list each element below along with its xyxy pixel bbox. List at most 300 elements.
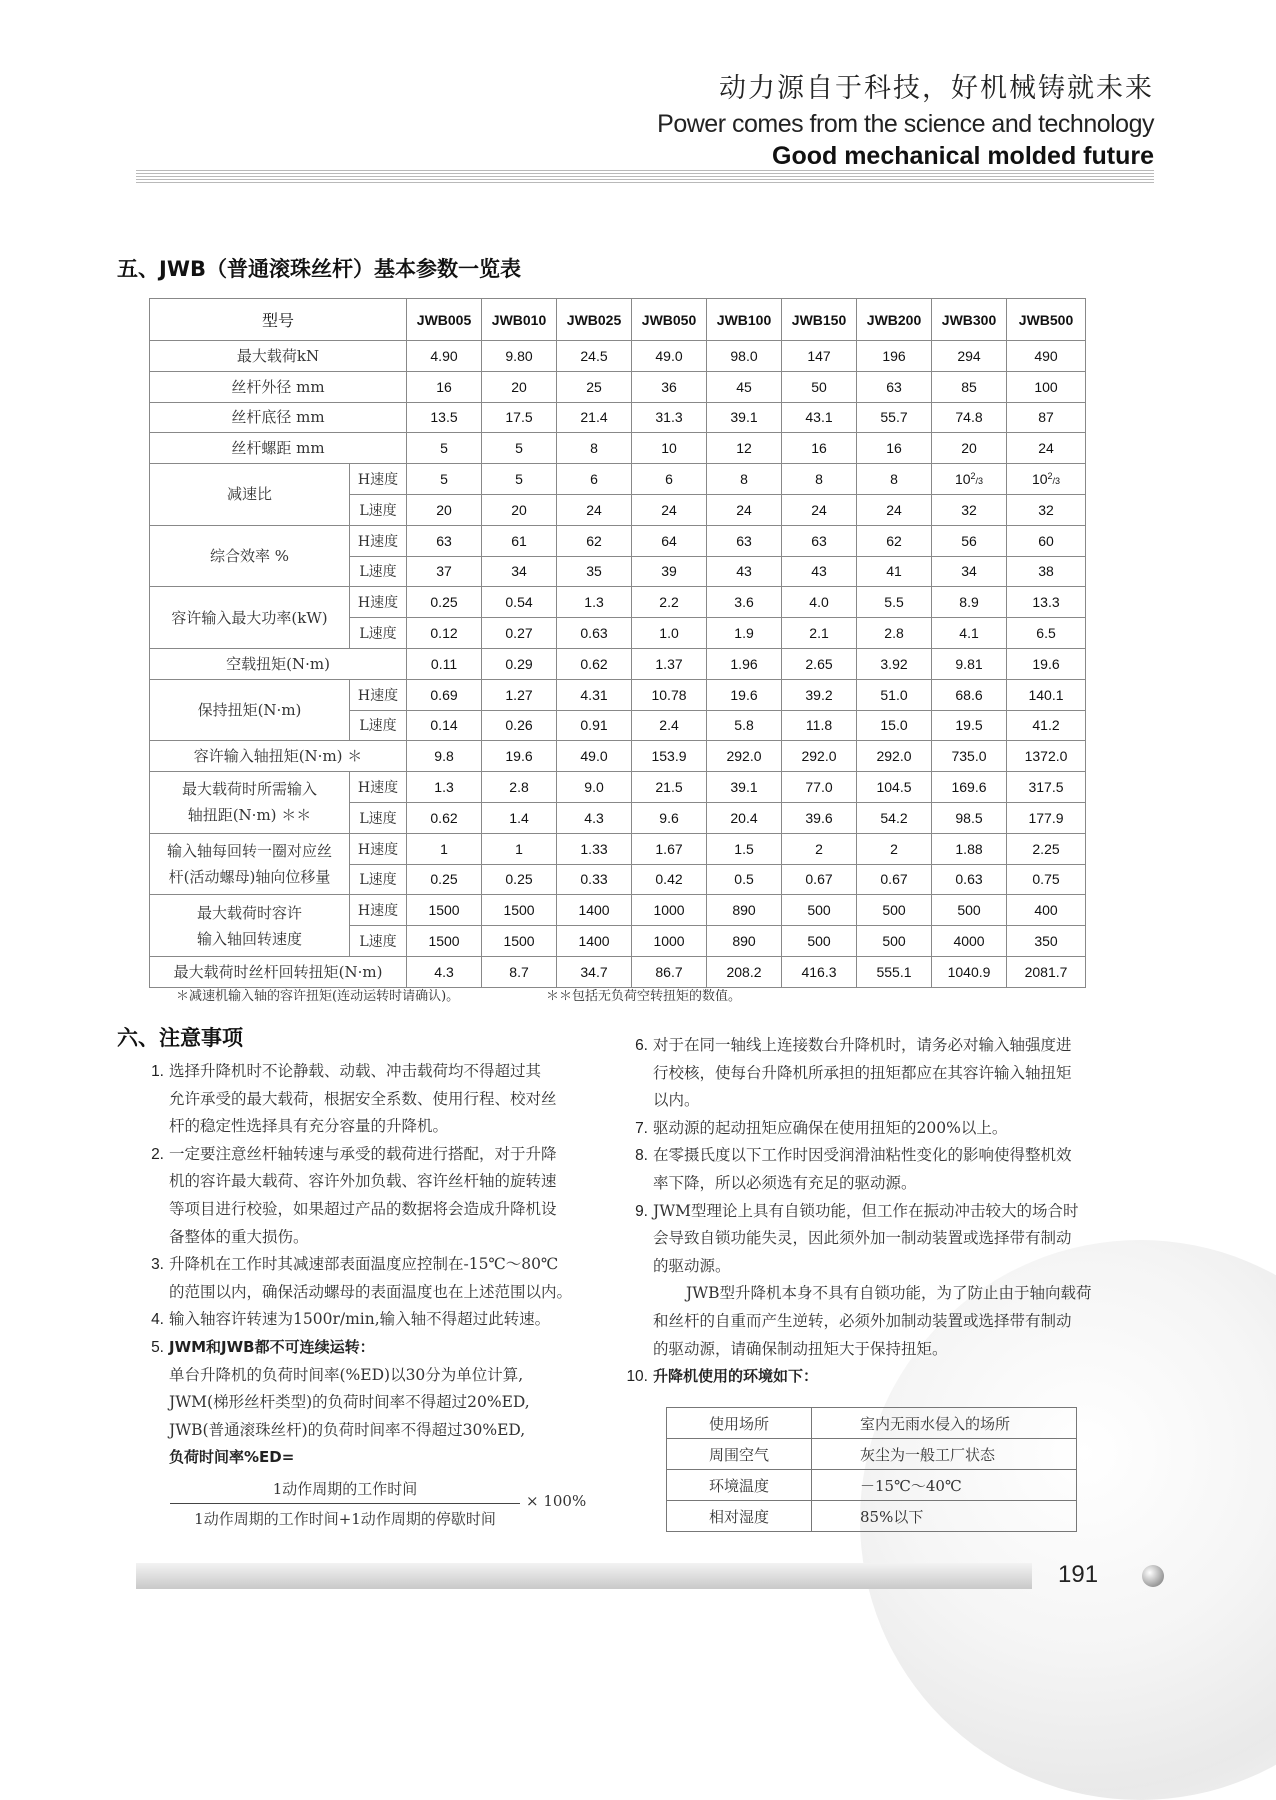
value-cell (707, 895, 782, 926)
table-row (667, 1408, 1077, 1439)
value-cell (782, 464, 857, 495)
value-cell (782, 402, 857, 433)
value-cell (932, 433, 1007, 464)
env-value: 室内无雨水侵入的场所 (812, 1408, 1077, 1439)
value-cell (407, 494, 482, 525)
value-cell (557, 833, 632, 864)
value-cell (407, 618, 482, 649)
value-cell (1007, 833, 1086, 864)
value-text: 20 (436, 501, 452, 518)
value-cell (632, 371, 707, 402)
text-line: 备整体的重大损伤。 (169, 1227, 309, 1246)
row-label (150, 772, 350, 834)
value-cell (632, 648, 707, 679)
spec-table (149, 298, 1086, 988)
item-title: 升降机使用的环境如下： (653, 1367, 819, 1386)
item-number: 3. (151, 1256, 164, 1274)
value-cell (632, 618, 707, 649)
value-cell (707, 433, 782, 464)
value-cell (707, 525, 782, 556)
value-cell (632, 864, 707, 895)
text-line: 行校核，使每台升降机所承担的扭矩都应在其容许输入轴扭矩 (653, 1063, 1072, 1082)
value-cell (1007, 772, 1086, 803)
value-cell (557, 464, 632, 495)
table-row (150, 464, 1086, 495)
value-text: 43.1 (805, 409, 833, 426)
table-row (667, 1501, 1077, 1532)
page-number: 191 (1058, 1561, 1099, 1588)
value-cell (857, 402, 932, 433)
value-cell (857, 679, 932, 710)
value-text: 62 (886, 532, 902, 549)
item-number: 4. (151, 1311, 164, 1329)
value-cell (482, 772, 557, 803)
value-text: 19.6 (505, 748, 533, 765)
value-cell (782, 556, 857, 587)
value-cell (782, 741, 857, 772)
value-text: 63 (886, 378, 902, 395)
speed-h-label: H速度 (350, 895, 407, 926)
value-cell (707, 648, 782, 679)
value-text: 77.0 (805, 779, 833, 796)
value-text: 5 (515, 440, 523, 457)
value-cell (482, 402, 557, 433)
value-text: 0.27 (505, 625, 533, 642)
value-text: 0.12 (430, 625, 458, 642)
value-cell (632, 464, 707, 495)
label-line: 输入轴每回转一圈对应丝 (166, 842, 332, 861)
value-cell (707, 926, 782, 957)
spec-table-body (150, 341, 1086, 988)
value-text: 5 (515, 471, 523, 488)
speed-l-label: L速度 (350, 864, 407, 895)
value-cell (932, 494, 1007, 525)
text-line: 和丝杆的自重而产生逆转，必须外加制动装置或选择带有制动 (653, 1311, 1072, 1330)
value-text: 17.5 (505, 409, 533, 426)
value-text: 9.0 (584, 779, 604, 796)
value-text: 11.8 (805, 717, 833, 734)
value-text: 8 (590, 440, 598, 457)
value-text: 55.7 (880, 409, 908, 426)
value-text: 68.6 (955, 686, 983, 703)
value-cell (482, 679, 557, 710)
value-cell (482, 710, 557, 741)
value-cell (857, 710, 932, 741)
value-cell (707, 587, 782, 618)
value-text: 4.31 (580, 686, 608, 703)
value-text: 1.0 (659, 625, 679, 642)
value-cell (482, 341, 557, 372)
formula-multiplier: × 100% (526, 1492, 587, 1510)
value-text: 1 (440, 840, 448, 857)
value-cell (482, 956, 557, 987)
value-cell (407, 895, 482, 926)
item-number: 2. (151, 1145, 164, 1163)
value-text: 0.69 (430, 686, 458, 703)
value-text: 20 (511, 501, 527, 518)
value-cell (482, 926, 557, 957)
value-cell (557, 587, 632, 618)
value-cell (632, 926, 707, 957)
value-text: 735.0 (951, 748, 987, 765)
value-text: 2.8 (509, 779, 529, 796)
value-cell (707, 741, 782, 772)
value-text: 39.2 (805, 686, 833, 703)
fraction-bar (170, 1503, 520, 1504)
text-line: 的范围以内，确保活动螺母的表面温度也在上述范围以内。 (169, 1282, 573, 1301)
value-text: 39.1 (730, 409, 758, 426)
value-text: 60 (1038, 532, 1054, 549)
note-item-7 (620, 1115, 1140, 1143)
value-cell (1007, 710, 1086, 741)
value-text: 16 (886, 440, 902, 457)
row-label (150, 833, 350, 895)
env-value: 灰尘为一般工厂状态 (812, 1439, 1077, 1470)
value-cell (782, 926, 857, 957)
speed-h-label: H速度 (350, 833, 407, 864)
value-cell (857, 587, 932, 618)
value-cell (857, 371, 932, 402)
value-text: 13.3 (1032, 594, 1060, 611)
speed-l-label: L速度 (350, 494, 407, 525)
value-cell (557, 926, 632, 957)
value-text: 100 (1034, 378, 1058, 395)
value-cell (707, 371, 782, 402)
value-cell (782, 833, 857, 864)
value-cell (707, 956, 782, 987)
value-cell (782, 710, 857, 741)
value-cell (482, 525, 557, 556)
table-row (150, 833, 1086, 864)
value-text: 0.25 (430, 594, 458, 611)
value-text: 500 (957, 902, 981, 919)
note-item-3 (136, 1251, 616, 1306)
value-cell (482, 433, 557, 464)
value-text: 35 (586, 563, 602, 580)
value-text: 490 (1034, 347, 1058, 364)
table-row (150, 772, 1086, 803)
value-cell (707, 618, 782, 649)
value-text: 62 (586, 532, 602, 549)
speed-h-label: H速度 (350, 587, 407, 618)
value-text: 86.7 (655, 963, 683, 980)
value-text: 0.26 (505, 717, 533, 734)
value-cell (932, 772, 1007, 803)
value-cell (407, 710, 482, 741)
environment-table (666, 1407, 1077, 1532)
model-cell: JWB300 (932, 299, 1007, 341)
speed-l-label: L速度 (350, 556, 407, 587)
value-text: 21.4 (580, 409, 608, 426)
text-line: JWM(梯形丝杆类型)的负荷时间率不得超过20%ED, (169, 1393, 530, 1412)
text-line: JWB型升降机本身不具有自锁功能，为了防止由于轴向载荷 (686, 1284, 1092, 1303)
value-cell (782, 772, 857, 803)
value-text: 0.62 (430, 809, 458, 826)
speed-h-label: H速度 (350, 464, 407, 495)
speed-l-label: L速度 (350, 710, 407, 741)
value-text: 2.8 (884, 625, 904, 642)
value-cell (1007, 464, 1086, 495)
value-cell (557, 772, 632, 803)
value-cell (1007, 433, 1086, 464)
value-cell (782, 494, 857, 525)
model-cell: JWB025 (557, 299, 632, 341)
note-item-8 (620, 1142, 1140, 1197)
value-text: 0.5 (734, 871, 754, 888)
value-text: 5 (440, 471, 448, 488)
value-text: 2081.7 (1024, 963, 1068, 980)
note-item-2 (136, 1141, 616, 1251)
value-text: 416.3 (801, 963, 837, 980)
value-text: 8.9 (959, 594, 979, 611)
value-text: 1.37 (655, 655, 683, 672)
value-cell (782, 525, 857, 556)
formula-denominator: 1动作周期的工作时间+1动作周期的停歇时间 (194, 1510, 496, 1528)
table-row (667, 1470, 1077, 1501)
value-text: 3.6 (734, 594, 754, 611)
value-cell (932, 802, 1007, 833)
value-text: 16 (436, 378, 452, 395)
value-cell (407, 679, 482, 710)
row-label: 综合效率 % (150, 525, 350, 587)
value-text: 153.9 (651, 748, 687, 765)
value-text: 36 (661, 378, 677, 395)
value-text: 1500 (428, 902, 460, 919)
value-text: 1.4 (509, 809, 529, 826)
value-cell (632, 556, 707, 587)
value-cell (707, 341, 782, 372)
speed-h-label: H速度 (350, 679, 407, 710)
value-cell (857, 341, 932, 372)
value-cell (707, 772, 782, 803)
text-line: 等项目进行校验，如果超过产品的数据将会造成升降机设 (169, 1199, 557, 1218)
value-text: 1372.0 (1024, 748, 1068, 765)
value-cell (407, 864, 482, 895)
value-text: 2.25 (1032, 840, 1060, 857)
value-text: 104.5 (876, 779, 912, 796)
value-text: 63 (736, 532, 752, 549)
value-cell (632, 679, 707, 710)
value-cell (557, 895, 632, 926)
value-text: 0.25 (430, 871, 458, 888)
value-text: 98.0 (730, 347, 758, 364)
value-cell (782, 956, 857, 987)
row-label: 空载扭矩(N·m) (150, 648, 407, 679)
value-text: 19.6 (730, 686, 758, 703)
value-text: 43 (736, 563, 752, 580)
value-cell (782, 371, 857, 402)
text-line: 一定要注意丝杆轴转速与承受的载荷进行搭配，对于升降 (169, 1144, 557, 1163)
value-cell (857, 956, 932, 987)
speed-l-label: L速度 (350, 618, 407, 649)
value-cell (1007, 741, 1086, 772)
value-text: 64 (661, 532, 677, 549)
value-text: 20.4 (730, 809, 758, 826)
table-row (667, 1439, 1077, 1470)
value-text: 24 (886, 501, 902, 518)
value-text: 890 (732, 902, 756, 919)
item-number: 6. (635, 1037, 648, 1054)
text-line: 率下降，所以必须选有充足的驱动源。 (653, 1173, 917, 1192)
table-row (150, 433, 1086, 464)
value-text: 1.3 (434, 779, 454, 796)
model-cell: JWB100 (707, 299, 782, 341)
value-cell (707, 679, 782, 710)
value-text: 51.0 (880, 686, 908, 703)
header-label: 型号 (150, 299, 407, 341)
value-cell (707, 402, 782, 433)
value-text: 39.1 (730, 779, 758, 796)
note-item-1 (136, 1058, 616, 1141)
value-cell (857, 618, 932, 649)
value-cell (482, 464, 557, 495)
value-cell (1007, 648, 1086, 679)
row-label: 容许输入最大功率(kW) (150, 587, 350, 649)
value-cell (1007, 341, 1086, 372)
value-text: 1500 (428, 933, 460, 950)
value-text: 0.33 (580, 871, 608, 888)
value-cell (1007, 895, 1086, 926)
value-cell (482, 802, 557, 833)
value-cell (782, 802, 857, 833)
value-text: 49.0 (655, 347, 683, 364)
value-cell (482, 741, 557, 772)
value-cell (932, 833, 1007, 864)
fraction-text: /3 (975, 476, 984, 487)
bullet-sphere-icon (1142, 1565, 1164, 1587)
value-text: 34 (961, 563, 977, 580)
value-text: 20 (511, 378, 527, 395)
value-cell (932, 618, 1007, 649)
value-text: 0.67 (805, 871, 833, 888)
value-text: 9.8 (434, 748, 454, 765)
value-cell (782, 587, 857, 618)
value-cell (632, 802, 707, 833)
item-number: 5. (151, 1338, 164, 1356)
value-text: 0.67 (880, 871, 908, 888)
value-cell (557, 371, 632, 402)
value-cell (632, 956, 707, 987)
value-cell (857, 741, 932, 772)
value-cell (782, 679, 857, 710)
value-cell (482, 833, 557, 864)
value-text: 24.5 (580, 347, 608, 364)
value-text: 0.14 (430, 717, 458, 734)
table-row (150, 587, 1086, 618)
value-cell (1007, 926, 1086, 957)
table-row (150, 402, 1086, 433)
value-cell (632, 833, 707, 864)
env-key: 周围空气 (667, 1439, 812, 1470)
value-cell (1007, 618, 1086, 649)
value-text: 1.96 (730, 655, 758, 672)
value-text: 19.5 (955, 717, 983, 734)
value-text: 140.1 (1028, 686, 1064, 703)
value-text: 4.3 (584, 809, 604, 826)
value-text: 0.25 (505, 871, 533, 888)
value-text: 24 (1038, 440, 1054, 457)
value-cell (782, 864, 857, 895)
item-title: JWM和JWB都不可连续运转： (169, 1337, 375, 1356)
text-line: JWB(普通滚珠丝杆)的负荷时间率不得超过30%ED, (169, 1420, 526, 1439)
value-cell (407, 648, 482, 679)
value-cell (1007, 802, 1086, 833)
value-text: 196 (882, 347, 906, 364)
value-cell (857, 525, 932, 556)
model-cell: JWB150 (782, 299, 857, 341)
value-text: 0.63 (580, 625, 608, 642)
value-text: 294 (957, 347, 981, 364)
env-key: 环境温度 (667, 1470, 812, 1501)
value-text: 10 (954, 471, 971, 488)
speed-l-label: L速度 (350, 926, 407, 957)
value-text: 19.6 (1032, 655, 1060, 672)
value-cell (632, 402, 707, 433)
value-cell (707, 864, 782, 895)
value-cell (557, 618, 632, 649)
value-cell (932, 741, 1007, 772)
model-cell: JWB200 (857, 299, 932, 341)
text-line: 选择升降机时不论静载、动载、冲击载荷均不得超过其 (169, 1062, 542, 1080)
value-cell (557, 679, 632, 710)
value-text: 31.3 (655, 409, 683, 426)
note-item-4 (136, 1306, 616, 1334)
value-cell (407, 956, 482, 987)
value-text: 4.3 (434, 963, 454, 980)
env-value: －15℃～40℃ (812, 1470, 1077, 1501)
label-line: 输入轴回转速度 (196, 929, 302, 948)
label-line: 最大载荷时容许 (196, 903, 302, 922)
value-text: 1.3 (584, 594, 604, 611)
value-cell (857, 833, 932, 864)
value-cell (407, 464, 482, 495)
value-cell (857, 864, 932, 895)
value-cell (407, 433, 482, 464)
value-cell (557, 802, 632, 833)
value-text: 1400 (578, 933, 610, 950)
value-text: 1.88 (955, 840, 983, 857)
value-cell (407, 741, 482, 772)
value-text: 2.2 (659, 594, 679, 611)
value-cell (932, 926, 1007, 957)
value-text: 41 (886, 563, 902, 580)
row-label: 最大载荷时丝杆回转扭矩(N·m) (150, 956, 407, 987)
model-cell: JWB500 (1007, 299, 1086, 341)
table-row (150, 648, 1086, 679)
value-text: 1.67 (655, 840, 683, 857)
text-line: 驱动源的起动扭矩应确保在使用扭矩的200%以上。 (653, 1118, 1008, 1137)
table-row (150, 341, 1086, 372)
value-text: 0.63 (955, 871, 983, 888)
value-text: 34.7 (580, 963, 608, 980)
value-cell (557, 494, 632, 525)
value-cell (632, 895, 707, 926)
row-label: 丝杆螺距 mm (150, 433, 407, 464)
value-text: 350 (1034, 933, 1058, 950)
value-text: 0.91 (580, 717, 608, 734)
page-header (657, 70, 1154, 172)
slogan-en-line1: Power comes from the science and technology (657, 110, 1154, 138)
value-cell (407, 402, 482, 433)
value-cell (857, 494, 932, 525)
value-cell (1007, 587, 1086, 618)
value-cell (782, 433, 857, 464)
value-text: 10 (1031, 471, 1048, 488)
item-number: 1. (151, 1063, 164, 1080)
value-text: 39.6 (805, 809, 833, 826)
value-cell (932, 525, 1007, 556)
note-item-5 (136, 1334, 616, 1472)
